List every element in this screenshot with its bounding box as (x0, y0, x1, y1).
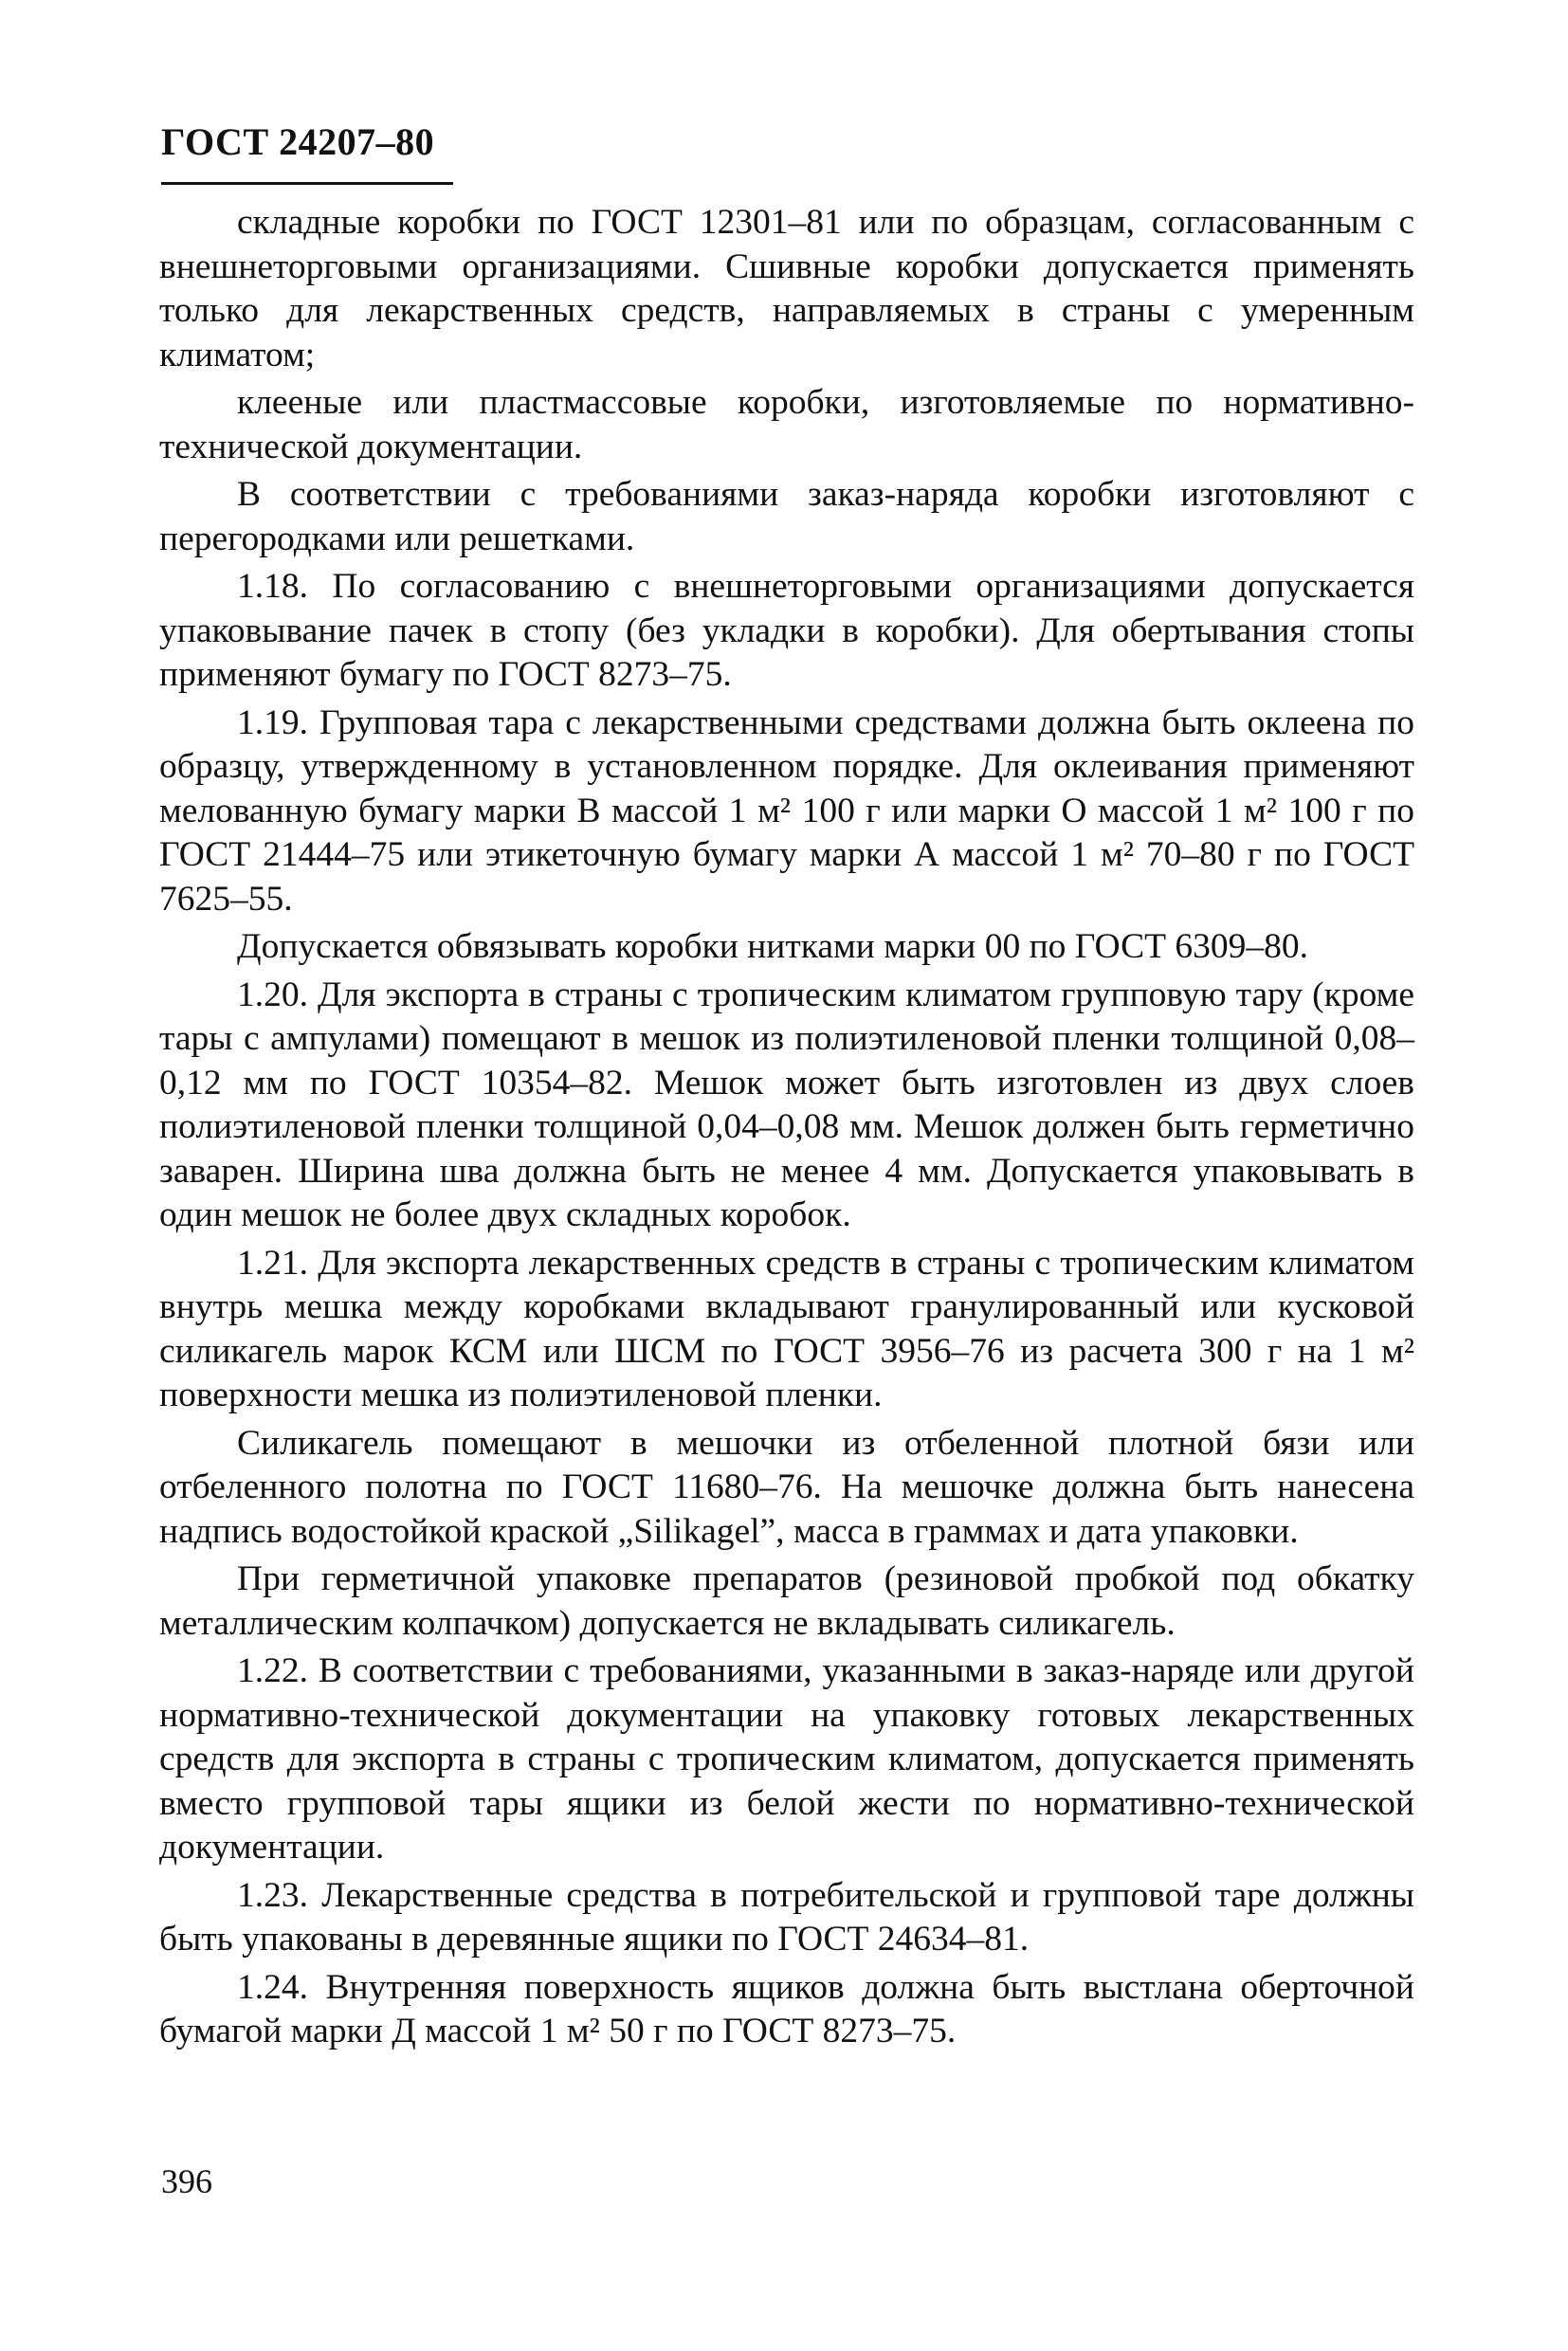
paragraph: клееные или пластмассовые коробки, изготовляемые по нормативно-технической документации. (159, 383, 1414, 466)
paragraph: Силикагель помещают в мешочки из отбеленной плотной бязи или отбеленного полотна по ГОСТ 11680–76. На мешочке должна быть нанесена надпись водостойкой краской „Silikagel”, масса в граммах и дата упаковки. (159, 1423, 1414, 1551)
paragraph: 1.19. Групповая тара с лекарственными средствами должна быть оклеена по образцу, утвержденному в установленном порядке. Для оклеивания применяют мелованную бумагу марки В массой 1 м² 100 г или марки О массой 1 м² 100 г по ГОСТ 21444–75 или этикеточную бумагу марки А массой 1 м² 70–80 г по ГОСТ 7625–55. (159, 702, 1414, 919)
paragraph: 1.21. Для экспорта лекарственных средств в страны с тропическим климатом внутрь мешка между коробками вкладывают гранулированный или кусковой силикагель марок КСМ или ШСМ по ГОСТ 3956–76 из расчета 300 г на 1 м² поверхности мешка из полиэтиленовой пленки. (159, 1243, 1414, 1414)
paragraph: При герметичной упаковке препаратов (резиновой пробкой под обкатку металлическим колпачком) допускается не вкладывать силикагель. (159, 1559, 1414, 1643)
document-body (159, 201, 1414, 2058)
paragraph: Допускается обвязывать коробки нитками марки 00 по ГОСТ 6309–80. (237, 927, 1308, 966)
paragraph: 1.22. В соответствии с требованиями, указанными в заказ-наряде или другой нормативно-технической документации на упаковку готовых лекарственных средств для экспорта в страны с тропическим климатом, допускается применять вместо групповой тары ящики из белой жести по нормативно-технической документации. (159, 1651, 1414, 1867)
paragraph: В соответствии с требованиями заказ-наряда коробки изготовляют с перегородками или решетками. (159, 475, 1414, 558)
paragraph: 1.18. По согласованию с внешнеторговыми организациями допускается упаковывание пачек в стопу (без укладки в коробки). Для обертывания стопы применяют бумагу по ГОСТ 8273–75. (159, 567, 1414, 694)
paragraph: 1.24. Внутренняя поверхность ящиков должна быть выстлана оберточной бумагой марки Д массой 1 м² 50 г по ГОСТ 8273–75. (159, 1967, 1414, 2050)
paragraph: 1.23. Лекарственные средства в потребительской и групповой таре должны быть упакованы в деревянные ящики по ГОСТ 24634–81. (159, 1875, 1414, 1959)
paragraph: 1.20. Для экспорта в страны с тропическим климатом групповую тару (кроме тары с ампулами) помещают в мешок из полиэтиленовой пленки толщиной 0,08–0,12 мм по ГОСТ 10354–82. Мешок может быть изготовлен из двух слоев полиэтиленовой пленки толщиной 0,04–0,08 мм. Мешок должен быть герметично заварен. Ширина шва должна быть не менее 4 мм. Допускается упаковывать в один мешок не более двух складных коробок. (159, 975, 1414, 1234)
document-header-title: ГОСТ 24207–80 (161, 120, 435, 163)
paragraph: складные коробки по ГОСТ 12301–81 или по образцам, согласованным с внешнеторговыми организациями. Сшивные коробки допускается применять только для лекарственных средств, направляемых в страны с умеренным климатом; (159, 203, 1414, 374)
header-rule (161, 182, 453, 185)
page-number: 396 (161, 2162, 212, 2200)
